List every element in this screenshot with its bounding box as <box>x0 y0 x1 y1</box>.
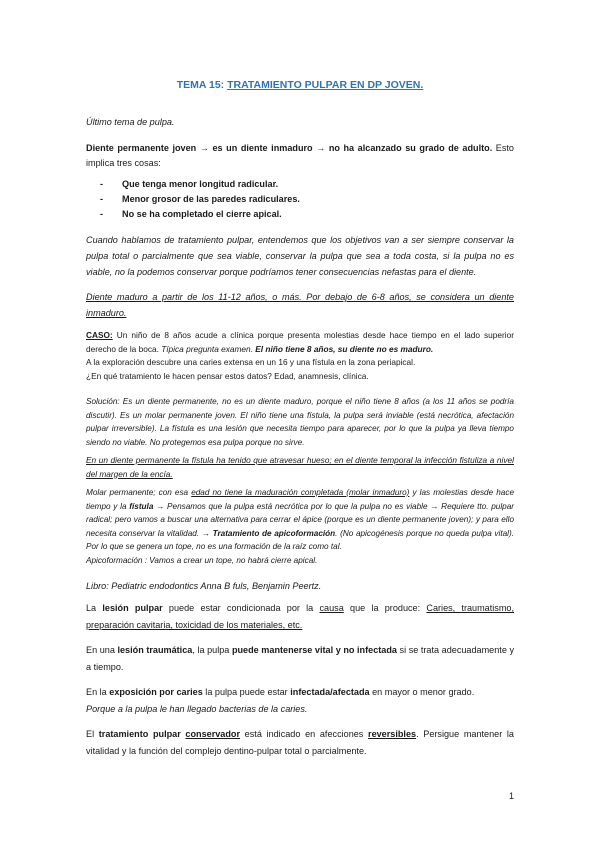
molar-t2: y las molestias desde hace tiempo y la <box>86 488 515 511</box>
case-label: CASO: <box>86 330 113 340</box>
title-prefix: TEMA 15: <box>176 79 228 91</box>
lesion-t1: La <box>86 603 103 613</box>
page-title <box>86 78 514 93</box>
definition-paragraph <box>86 141 514 171</box>
caries-bacteria-note: Porque a la pulpa le han llegado bacterias de la caries. <box>86 704 308 714</box>
characteristics-list <box>86 177 514 222</box>
conservative-word: conservador <box>185 729 241 739</box>
lesion-t2: puede estar condicionada por la <box>162 603 320 613</box>
caries-t2: la pulpa puede estar <box>202 687 291 697</box>
molar-paragraph <box>86 486 514 567</box>
conservative-t1: El <box>86 729 99 739</box>
list-item: - Que tenga menor longitud radicular. <box>100 177 514 192</box>
fistula-note: En un diente permanente la fístula ha tenido que atravesar hueso; en el diente temporal la infección fistuliza a nivel del margen de la encía. <box>86 455 514 479</box>
caries-paragraph <box>86 684 514 718</box>
title-main: TRATAMIENTO PULPAR EN DP JOVEN. <box>227 79 424 91</box>
lesion-t3: que la produce: <box>343 603 427 613</box>
molar-apicoformation: Tratamiento de apicoformación <box>212 528 336 538</box>
molar-t1: Molar permanente; con esa <box>86 488 192 497</box>
case-exam-note: Típica pregunta examen. <box>161 343 253 354</box>
molar-t3: → Pensamos que la pulpa está necrótica por lo que la pulpa no es viable → Requiere tto. pulpar radical; pero vamos a buscar una alternativa para cerrar el ápice (porque es un diente permanente joven); y para ello necesita conservar la vitalidad. → <box>86 501 514 538</box>
page-number: 1 <box>508 791 514 801</box>
lesion-term: lesión pulpar <box>102 603 163 613</box>
caries-infected: infectada/afectada <box>290 687 370 697</box>
case-line-3: ¿En qué tratamiento le hacen pensar estos datos? Edad, anamnesis, clínica. <box>86 370 369 381</box>
trauma-t2: , la pulpa <box>192 645 232 655</box>
case-block <box>86 329 514 383</box>
trauma-t1: En una <box>86 645 118 655</box>
definition-rest: Esto implica tres cosas: <box>86 143 514 168</box>
mature-tooth-note: Diente maduro a partir de los 11-12 años, o más. Por debajo de 6-8 años, se considera un diente inmaduro. <box>86 292 514 318</box>
case-age-note: El niño tiene 8 años, su diente no es maduro. <box>252 343 434 354</box>
list-item: - Menor grosor de las paredes radiculares. <box>100 192 514 207</box>
reversible-word: reversibles <box>368 729 417 739</box>
intro-note: Último tema de pulpa. <box>86 117 175 127</box>
definition-bold: Diente permanente joven → es un diente inmaduro → no ha alcanzado su grado de adulto. <box>86 143 493 153</box>
objectives-paragraph: Cuando hablamos de tratamiento pulpar, entendemos que los objetivos van a ser siempre conservar la pulpa total o parcialmente que sea viable, conservar la pulpa que sea a toda costa, si la pulpa no es viable, no la podemos conservar porque podríamos tener consecuencias nefastas para el diente. <box>86 235 514 277</box>
list-item: - No se ha completado el cierre apical. <box>100 207 514 222</box>
molar-fistula: fístula <box>129 501 154 511</box>
caries-t3: en mayor o menor grado. <box>369 687 475 697</box>
apicoformation-note: Apicoformación : Vamos a crear un tope, no habrá cierre apical. <box>86 555 318 565</box>
book-reference: Libro: Pediatric endodontics Anna B fuls, Benjamin Peertz. <box>86 581 322 591</box>
caries-term: exposición por caries <box>109 687 203 697</box>
case-line-1 <box>86 329 514 356</box>
trauma-t3: si se trata adecuadamente y a tiempo. <box>86 645 515 672</box>
lesion-paragraph <box>86 600 514 634</box>
solution-paragraph: Solución: Es un diente permanente, no es un diente maduro, porque el niño tiene 8 años (a los 11 años se podría discutir). Es un molar permanente joven. El niño tiene una fístula, la pulpa será inviable (está necrótica, afectación pulpar irreversible). La fístula es una lesión que necesita tiempo para aparecer, por lo que la pulpa ya lleva tiempo siendo no viable. No protegemos esa pulpa porque no sirve. <box>86 397 514 447</box>
trauma-paragraph <box>86 642 514 676</box>
conservative-term: tratamiento pulpar <box>98 729 186 739</box>
lesion-causes-list: Caries, traumatismo, preparación cavitaria, toxicidad de los materiales, etc. <box>86 603 514 630</box>
molar-immature: edad no tiene la maduración completada (molar inmaduro) <box>191 488 410 497</box>
conservative-paragraph <box>86 726 514 760</box>
trauma-term: lesión traumática <box>117 645 193 655</box>
conservative-t2: está indicado en afecciones <box>240 729 369 739</box>
molar-t4: . (No apicogénesis porque no queda pulpa vital). Por lo que se genera un tope, no es una formación de la raíz como tal. <box>86 528 514 551</box>
molar-text <box>86 486 514 554</box>
case-line-2: A la exploración descubre una caries extensa en un 16 y una fístula en la zona periapical. <box>86 357 416 367</box>
trauma-vital: puede mantenerse vital y no infectada <box>231 645 397 655</box>
caries-t1: En la <box>86 687 110 697</box>
case-text: Un niño de 8 años acude a clínica porque presenta molestias desde hace tiempo en el lado superior derecho de la boca. <box>86 330 514 354</box>
lesion-cause: causa <box>319 603 344 613</box>
conservative-t3: . Persigue mantener la vitalidad y la función del complejo dentino-pulpar total o parcialmente. <box>86 729 514 756</box>
